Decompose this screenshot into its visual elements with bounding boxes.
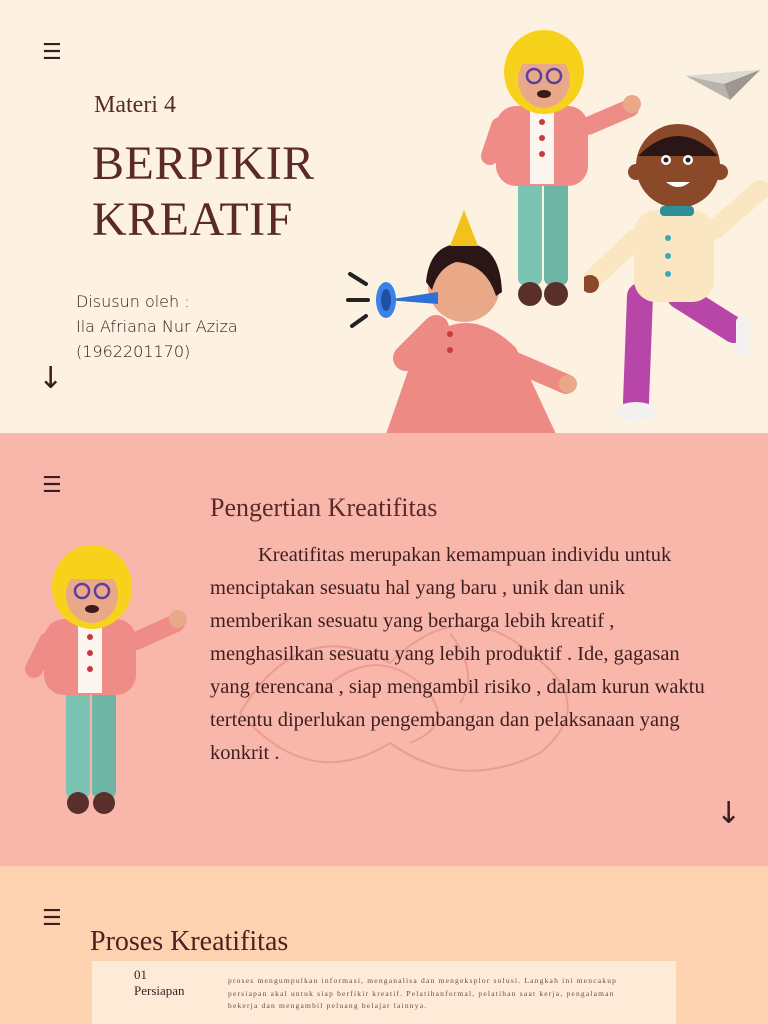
- boy-character-illustration: [584, 120, 768, 430]
- author-id: (1962201170): [76, 342, 191, 361]
- slide-process: [0, 866, 768, 1024]
- paper-plane-illustration: [684, 64, 764, 104]
- title-line-1: BERPIKIR: [92, 137, 315, 190]
- process-table: [92, 961, 676, 1024]
- slide-title: [0, 0, 768, 433]
- author-label: Disusun oleh :: [76, 292, 190, 311]
- hamburger-icon[interactable]: ☰: [42, 473, 62, 498]
- section-heading: Pengertian Kreatifitas: [210, 493, 438, 522]
- author-name: Ila Afriana Nur Aziza: [76, 317, 238, 336]
- slide-subtitle: Materi 4: [94, 92, 176, 118]
- hamburger-icon[interactable]: ☰: [42, 40, 62, 65]
- definition-paragraph: [210, 539, 710, 770]
- step-number: 01: [134, 967, 147, 982]
- arrow-down-icon[interactable]: ↓: [716, 796, 742, 831]
- girl-horn-character-illustration: [346, 208, 586, 433]
- hamburger-icon[interactable]: ☰: [42, 906, 62, 931]
- title-line-2: KREATIF: [92, 193, 293, 246]
- woman-waving-illustration: [14, 545, 194, 817]
- step-label: Persiapan: [134, 983, 185, 998]
- author-block: [76, 289, 238, 364]
- section-heading: Proses Kreatifitas: [90, 926, 289, 957]
- definition-text: Kreatifitas merupakan kemampuan individu untuk menciptakan sesuatu hal yang baru , unik dan unik memberikan sesuatu yang berharga lebih kreatif , menghasilkan sesuatu yang lebih produktif . Ide, gagasan yang terencana , siap mengambil risiko , dalam kurun waktu tertentu diperlukan pengembangan dan pelaksanaan yang konkrit .: [210, 544, 705, 764]
- step-description: proses mengumpulkan informasi, menganalisa dan mengeksplor solusi. Langkah ini mencakup persiapan akal untuk siap berfikir kreatif. Pelatihanformal, pelatihan saat kerja, pengalaman bekerja dan mengambil peluang belajar lainnya.: [228, 976, 618, 1010]
- slide-title-text: [92, 136, 315, 248]
- arrow-down-icon[interactable]: ↓: [38, 361, 64, 396]
- slide-definition: [0, 433, 768, 866]
